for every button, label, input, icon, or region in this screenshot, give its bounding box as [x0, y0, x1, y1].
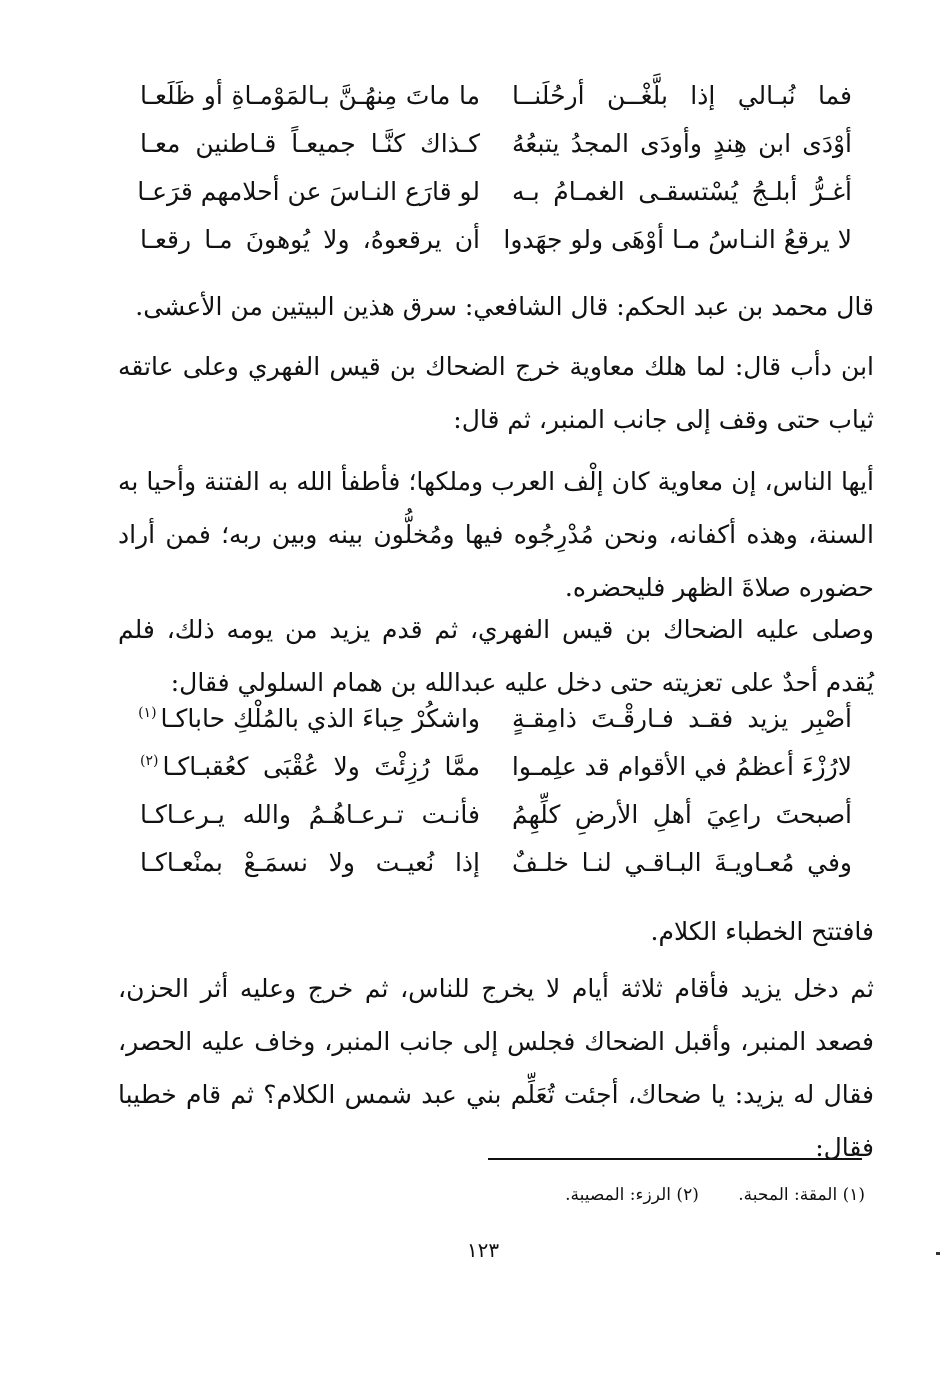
verse-text: ممَّا رُزِئْتَ ولا عُقْبَى كعُقبـاكـا: [162, 752, 480, 781]
verse-first-hemistich: أوْدَى ابن هِندٍ وأودَى المجدُ يتبعُهُ: [512, 129, 852, 158]
poem-block-2: [140, 695, 852, 887]
paragraph-dahhak-speech: أيها الناس، إن معاوية كان إلْف العرب وملكها؛ فأطفأ الله به الفتنة وأحيا به السنة، وهذه أكفانه، ونحن مُدْرِجُوه فيها ومُخلُّون بينه وبين ربه؛ فمن أراد حضوره صلاةَ الظهر فليحضره.: [118, 467, 874, 602]
footnote-marker: (٢): [140, 753, 159, 769]
verse-first-hemistich: فما نُبـالي إذا بلَّغْــن أرحُلَنــا: [512, 81, 852, 110]
verse-first-hemistich: وفي مُعـاويـةَ البـاقـي لنـا خلـفٌ: [512, 848, 852, 877]
verse-second-hemistich: [140, 743, 480, 795]
verse-line: [140, 695, 852, 743]
verse-line: [140, 72, 852, 120]
page-number: ١٢٣: [466, 1238, 500, 1262]
scan-speck: [936, 1252, 940, 1255]
poem-block-1: [137, 72, 852, 264]
verse-first-hemistich: أصْبِر يزيد فقـد فـارقْـتَ ذامِقـةٍ: [512, 704, 852, 733]
paragraph-yazid-arrival: وصلى عليه الضحاك بن قيس الفهري، ثم قدم يزيد من يومه ذلك، فلم يُقدم أحدٌ على تعزيته حتى دخل عليه عبدالله بن همام السلولي فقال:: [118, 615, 874, 697]
footnotes: [531, 1182, 865, 1208]
footnote-marker: (١): [138, 705, 157, 721]
verse-first-hemistich: أغـرُّ أبلـجُ يُسْتسقـى الغمـامُ بـه: [512, 177, 852, 206]
verse-text: واشكُرْ حِباءَ الذي بالمُلْكِ حاباكـا: [160, 704, 480, 733]
paragraph-yazid-sermon: ثم دخل يزيد فأقام ثلاثة أيام لا يخرج للناس، ثم خرج وعليه أثر الحزن، فصعد المنبر، وأقبل الضحاك فجلس إلى جانب المنبر، وخاف عليه الحصر، فقال له يزيد: يا ضحاك، أجئت تُعَلِّم بني عبد شمس الكلام؟ ثم قام خطيبا فقال:: [118, 974, 874, 1162]
verse-second-hemistich: فأنـت تـرعـاهُـمُ والله يـرعـاكـا: [140, 800, 480, 829]
footnote-1: (١) المقة: المحبة.: [738, 1185, 865, 1205]
footnote-2: (٢) الرزء: المصيبة.: [565, 1185, 699, 1205]
verse-line: [140, 743, 852, 791]
verse-second-hemistich: إذا نُعيـت ولا نسمَـعْ بمنْعـاكـا: [140, 848, 480, 877]
paragraph-orators: فافتتح الخطباء الكلام.: [650, 917, 874, 946]
verse-line: [140, 120, 852, 168]
verse-second-hemistich: كـذاك كنَّـا جميعـاً قـاطنين معـا: [140, 129, 480, 158]
verse-first-hemistich: أصبحتَ راعِيَ أهلِ الأرضِ كلِّهِمُ: [512, 800, 852, 829]
paragraph-shafii-note: قال محمد بن عبد الحكم: قال الشافعي: سرق هذين البيتين من الأعشى.: [135, 292, 874, 321]
verse-second-hemistich: [140, 695, 480, 747]
paragraph-ibn-dab: ابن دأب قال: لما هلك معاوية خرج الضحاك بن قيس الفهري وعلى عاتقه ثياب حتى وقف إلى جانب المنبر، ثم قال:: [118, 352, 874, 434]
verse-first-hemistich: لارُزْءَ أعظمُ في الأقوام قد علِمـوا: [511, 752, 852, 781]
footnote-divider: [488, 1158, 862, 1160]
verse-second-hemistich: لو قارَع النـاسَ عن أحلامهم قرَعـا: [137, 177, 480, 206]
verse-second-hemistich: أن يرقعوهُ، ولا يُوهونَ مـا رقعـا: [140, 225, 480, 254]
verse-line: [140, 839, 852, 887]
verse-second-hemistich: ما ماتَ مِنهُـنَّ بـالمَوْمـاةِ أو ظَلَعـا: [140, 81, 480, 110]
verse-first-hemistich: لا يرقعُ النـاسُ مـا أوْهَى ولو جهَدوا: [503, 225, 852, 254]
verse-line: [140, 791, 852, 839]
verse-line: [137, 168, 852, 216]
verse-line: [140, 216, 852, 264]
